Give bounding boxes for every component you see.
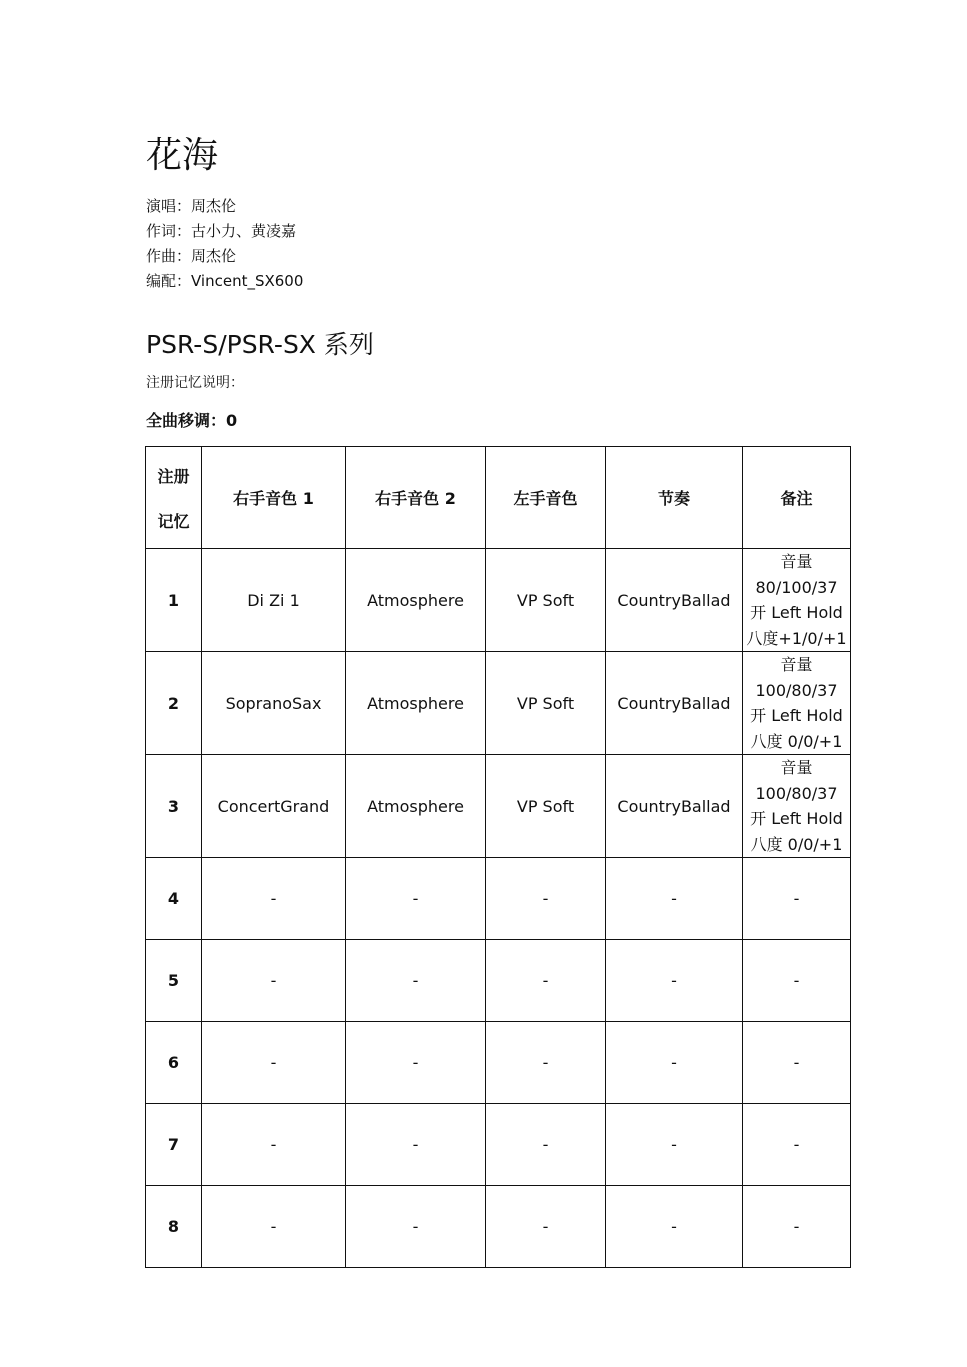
table-row: [146, 940, 851, 1022]
remark-line: 八度 0/0/+1: [750, 834, 843, 854]
right-voice-2-cell: -: [346, 1104, 486, 1186]
style-cell: CountryBallad: [606, 652, 743, 755]
composer-line: 作曲：周杰伦: [146, 247, 237, 265]
transpose-label: 全曲移调：0: [146, 411, 238, 430]
series-title: PSR-S/PSR-SX 系列: [146, 330, 374, 359]
left-voice-cell: VP Soft: [486, 549, 606, 652]
style-cell: -: [606, 1104, 743, 1186]
header-right-voice-1: 右手音色 1: [202, 447, 346, 549]
table-row: [146, 1104, 851, 1186]
right-voice-1-cell: -: [202, 1104, 346, 1186]
right-voice-2-cell: -: [346, 1022, 486, 1104]
remark-line: 开 Left Hold: [750, 809, 843, 828]
memory-number-cell: 1: [146, 549, 202, 652]
left-voice-cell: VP Soft: [486, 755, 606, 858]
header-memory-line2: 记忆: [157, 511, 190, 531]
remark-line: -: [793, 1053, 800, 1072]
remark-line: 音量 80/100/37: [755, 552, 838, 597]
registration-table: [145, 446, 851, 1268]
remark-line: -: [793, 971, 800, 990]
right-voice-1-cell: ConcertGrand: [202, 755, 346, 858]
remark-line: -: [793, 1135, 800, 1154]
remark-line: 开 Left Hold: [750, 706, 843, 725]
header-right-voice-2: 右手音色 2: [346, 447, 486, 549]
remark-cell: [743, 1104, 851, 1186]
header-memory-line1: 注册: [157, 466, 190, 486]
header-left-voice: 左手音色: [486, 447, 606, 549]
right-voice-2-cell: -: [346, 1186, 486, 1268]
table-row: [146, 755, 851, 858]
table-header-row: [146, 447, 851, 549]
registration-note-label: 注册记忆说明：: [146, 375, 244, 391]
remark-line: 音量 100/80/37: [755, 758, 838, 803]
right-voice-2-cell: Atmosphere: [346, 549, 486, 652]
table-row: [146, 1022, 851, 1104]
singer-line: 演唱：周杰伦: [146, 197, 237, 215]
arranger-line: 编配：Vincent_SX600: [146, 272, 304, 290]
remark-cell: [743, 1022, 851, 1104]
memory-number-cell: 6: [146, 1022, 202, 1104]
right-voice-1-cell: -: [202, 858, 346, 940]
song-title: 花海: [146, 135, 219, 176]
left-voice-cell: VP Soft: [486, 652, 606, 755]
right-voice-1-cell: Di Zi 1: [202, 549, 346, 652]
lyricist-line: 作词：古小力、黄凌嘉: [146, 222, 297, 240]
remark-line: 八度+1/0/+1: [746, 628, 847, 648]
table-row: [146, 549, 851, 652]
style-cell: -: [606, 940, 743, 1022]
memory-number-cell: 3: [146, 755, 202, 858]
memory-number-cell: 5: [146, 940, 202, 1022]
remark-cell: [743, 858, 851, 940]
memory-number-cell: 7: [146, 1104, 202, 1186]
right-voice-2-cell: Atmosphere: [346, 755, 486, 858]
remark-line: 音量 100/80/37: [755, 655, 838, 700]
table-row: [146, 1186, 851, 1268]
header-style: 节奏: [606, 447, 743, 549]
memory-number-cell: 8: [146, 1186, 202, 1268]
header-memory: [146, 447, 202, 549]
table-row: [146, 652, 851, 755]
right-voice-2-cell: -: [346, 858, 486, 940]
remark-cell: [743, 1186, 851, 1268]
header-remark: 备注: [743, 447, 851, 549]
remark-cell: [743, 755, 851, 858]
registration-table-body: [146, 549, 851, 1268]
remark-cell: [743, 549, 851, 652]
left-voice-cell: -: [486, 940, 606, 1022]
style-cell: CountryBallad: [606, 549, 743, 652]
right-voice-1-cell: -: [202, 940, 346, 1022]
right-voice-1-cell: -: [202, 1022, 346, 1104]
right-voice-1-cell: SopranoSax: [202, 652, 346, 755]
left-voice-cell: -: [486, 1022, 606, 1104]
style-cell: CountryBallad: [606, 755, 743, 858]
right-voice-2-cell: -: [346, 940, 486, 1022]
remark-cell: [743, 652, 851, 755]
left-voice-cell: -: [486, 1104, 606, 1186]
remark-line: -: [793, 889, 800, 908]
left-voice-cell: -: [486, 858, 606, 940]
left-voice-cell: -: [486, 1186, 606, 1268]
remark-line: 八度 0/0/+1: [750, 731, 843, 751]
remark-line: -: [793, 1217, 800, 1236]
memory-number-cell: 4: [146, 858, 202, 940]
right-voice-2-cell: Atmosphere: [346, 652, 486, 755]
style-cell: -: [606, 1022, 743, 1104]
right-voice-1-cell: -: [202, 1186, 346, 1268]
remark-line: 开 Left Hold: [750, 603, 843, 622]
style-cell: -: [606, 858, 743, 940]
remark-cell: [743, 940, 851, 1022]
style-cell: -: [606, 1186, 743, 1268]
table-row: [146, 858, 851, 940]
memory-number-cell: 2: [146, 652, 202, 755]
